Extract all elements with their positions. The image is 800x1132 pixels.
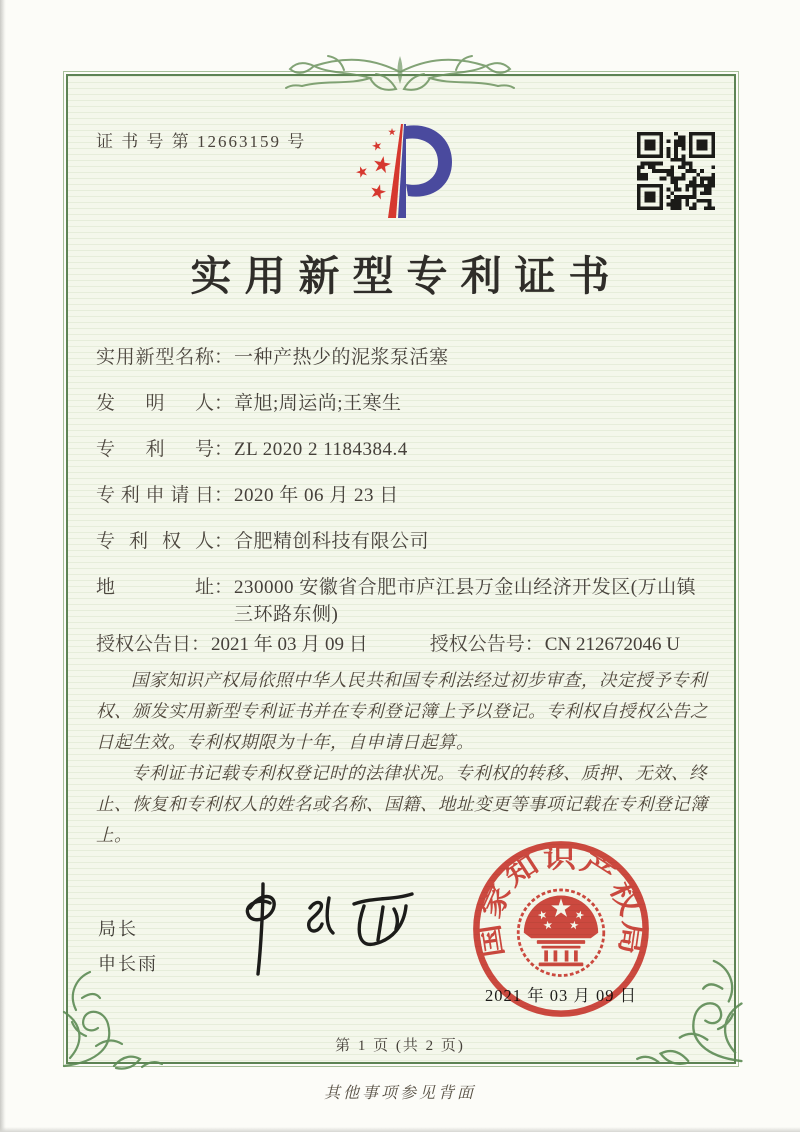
grant-announcement-row: [96, 631, 716, 658]
field-address: 地址 ： 230000 安徽省合肥市庐江县万金山经济开发区(万山镇三环路东侧): [96, 574, 716, 628]
field-label: 专利申请日: [96, 485, 214, 506]
field-label: 实用新型名称: [96, 347, 214, 368]
field-value: CN 212672046 U: [544, 634, 680, 655]
back-side-note: 其他事项参见背面: [323, 1085, 476, 1102]
field-label: 专利权人: [96, 531, 214, 552]
grant-number-pair: 授权公告号 ： CN 212672046 U: [430, 631, 680, 658]
field-filing-date: 专利申请日 ： 2020 年 06 月 23 日: [96, 482, 716, 509]
field-patent-number: 专利号 ： ZL 2020 2 1184384.4: [96, 436, 716, 463]
field-utility-model-name: 实用新型名称 ： 一种产热少的泥浆泵活塞: [96, 344, 716, 371]
grant-date-pair: 授权公告日 ： 2021 年 03 月 09 日: [96, 631, 368, 658]
legal-paragraph-1: 国家知识产权局依照中华人民共和国专利法经过初步审查，决定授予专利权、颁发实用新型专利证书并在专利登记簿上予以登记。专利权自授权公告之日起生效。专利权期限为十年，自申请日起算。: [96, 670, 708, 752]
cnipa-red-seal-icon: [468, 836, 654, 1022]
field-label: 发明人: [96, 393, 214, 414]
corner-ornament-bottom-left-icon: [56, 966, 180, 1072]
field-label: 授权公告日: [96, 634, 192, 655]
svg-text:国家知识产权局: 国家知识产权局: [474, 843, 649, 960]
field-patentee: 专利权人 ： 合肥精创科技有限公司: [96, 528, 716, 555]
qr-code: [637, 132, 715, 210]
field-label: 授权公告号: [429, 634, 525, 655]
legal-paragraph-2: 专利证书记载专利权登记时的法律状况。专利权的转移、质押、无效、终止、恢复和专利权人的姓名或名称、国籍、地址变更等事项记载在专利登记簿上。: [96, 763, 708, 845]
field-value: 2021 年 03 月 09 日: [211, 634, 368, 655]
scan-edge-left: [0, 0, 6, 1132]
field-list: [96, 344, 716, 658]
certificate-title: 实用新型专利证书: [190, 253, 623, 299]
page-number: 第 1 页 (共 2 页): [335, 1038, 465, 1054]
field-value: 一种产热少的泥浆泵活塞: [234, 347, 449, 368]
field-label: 专利号: [96, 439, 214, 460]
shen-changyu-signature-icon: [222, 878, 437, 983]
signatory-title: 局长: [98, 919, 138, 939]
field-label: 地址: [96, 577, 214, 598]
seal-date: 2021 年 03 月 09 日: [484, 986, 638, 1005]
scan-edge-bottom: [0, 1127, 800, 1132]
legal-text: [96, 665, 714, 851]
field-inventors: 发明人 ： 章旭;周运尚;王寒生: [96, 390, 716, 417]
field-value: 2020 年 06 月 23 日: [234, 485, 399, 506]
field-value: ZL 2020 2 1184384.4: [234, 439, 408, 460]
top-border-flourish-icon: [278, 28, 522, 110]
certificate-number: 证 书 号 第 12663159 号: [96, 132, 307, 151]
field-value: 章旭;周运尚;王寒生: [234, 393, 402, 414]
field-value: 230000 安徽省合肥市庐江县万金山经济开发区(万山镇三环路东侧): [234, 577, 697, 625]
signatory-name: 申长雨: [98, 954, 158, 974]
cnipa-logo-icon: [340, 120, 460, 224]
field-value: 合肥精创科技有限公司: [234, 531, 430, 552]
